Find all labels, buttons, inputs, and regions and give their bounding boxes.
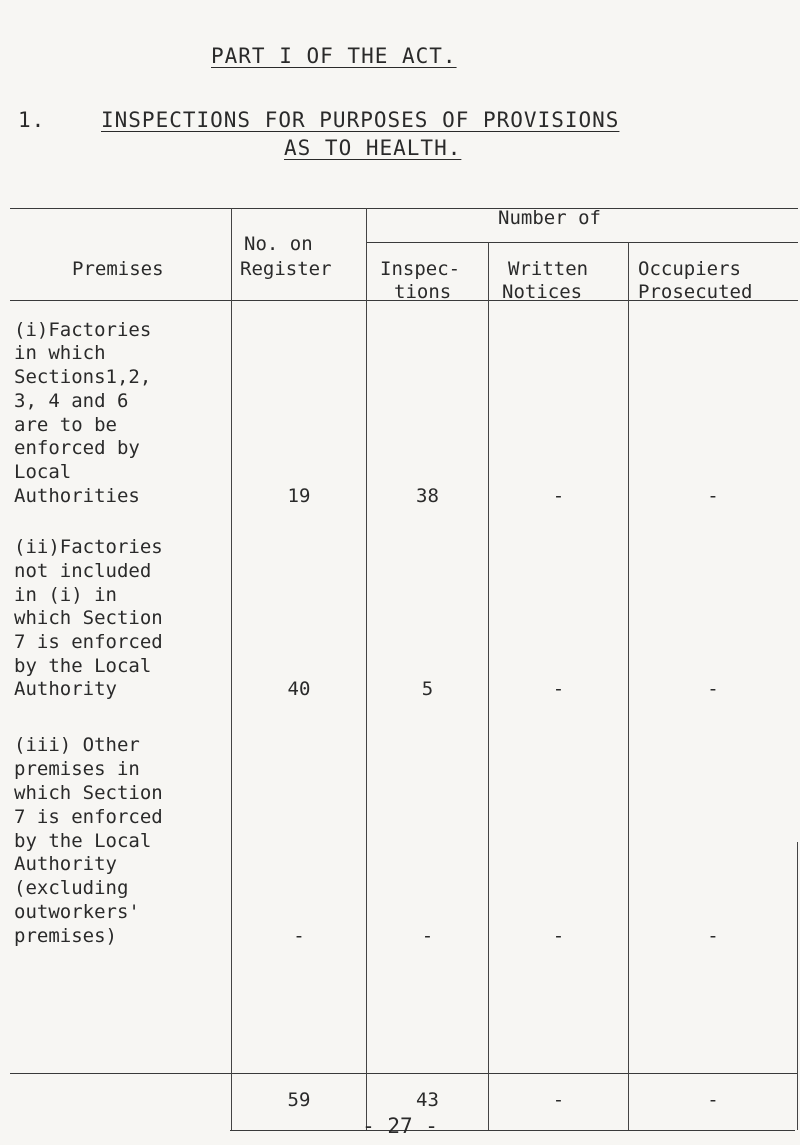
row1-premises-l2: in which	[14, 342, 106, 364]
row2-premises-l4: which Section	[14, 607, 163, 629]
col-divider-5	[797, 842, 798, 1130]
part-title: PART I OF THE ACT.	[211, 44, 457, 68]
header-prosecuted-line1: Occupiers	[638, 258, 741, 280]
row3-premises-l1: (iii) Other	[14, 734, 140, 756]
row2-notices: -	[552, 678, 565, 700]
row2-premises-l1: (ii)Factories	[14, 536, 163, 558]
row3-premises-l6: Authority	[14, 853, 117, 875]
page-number: - 27 -	[362, 1114, 438, 1138]
header-number-of: Number of	[498, 207, 601, 229]
header-register-line1: No. on	[244, 233, 313, 255]
header-prosecuted-line2: Prosecuted	[638, 281, 753, 303]
total-prosecuted: -	[707, 1089, 719, 1111]
row1-notices: -	[552, 485, 565, 507]
row1-premises-l7: Local	[14, 461, 72, 483]
row3-register: -	[293, 925, 305, 947]
row3-inspections: -	[421, 925, 434, 947]
row3-premises-l3: which Section	[14, 782, 163, 804]
row1-register: 19	[287, 485, 311, 507]
body-bottom-rule	[10, 1073, 798, 1074]
row2-premises-l2: not included	[14, 560, 152, 582]
totals-bottom-rule	[230, 1130, 795, 1131]
row1-premises-l3: Sections1,2,	[14, 366, 152, 388]
total-inspections: 43	[416, 1089, 439, 1111]
row2-premises-l5: 7 is enforced	[14, 631, 163, 653]
row3-prosecuted: -	[707, 925, 719, 947]
row3-premises-l7: (excluding	[14, 877, 129, 899]
row3-premises-l2: premises in	[14, 758, 140, 780]
row3-premises-l8: outworkers'	[14, 901, 140, 923]
row1-premises-l5: are to be	[14, 414, 117, 436]
row3-premises-l5: by the Local	[14, 830, 152, 852]
table-top-rule	[10, 208, 798, 209]
row2-premises-l7: Authority	[14, 678, 117, 700]
row1-premises-l1: (i)Factories	[14, 319, 152, 341]
row2-premises-l6: by the Local	[14, 655, 152, 677]
header-inspections-line2: tions	[394, 281, 452, 303]
header-inspections-line1: Inspec-	[380, 258, 461, 280]
header-split-rule	[366, 242, 798, 243]
header-register-line2: Register	[240, 258, 332, 280]
row1-prosecuted: -	[707, 485, 719, 507]
total-notices: -	[552, 1089, 565, 1111]
row2-premises-l3: in (i) in	[14, 584, 117, 606]
row1-premises-l4: 3, 4 and 6	[14, 390, 129, 412]
col-divider-2	[366, 208, 367, 1130]
row2-inspections: 5	[421, 678, 434, 700]
row3-premises-l4: 7 is enforced	[14, 806, 163, 828]
row2-register: 40	[287, 678, 311, 700]
section-heading-line1: INSPECTIONS FOR PURPOSES OF PROVISIONS	[101, 108, 620, 132]
header-notices-line2: Notices	[502, 281, 583, 303]
section-number: 1.	[18, 108, 46, 132]
header-notices-line1: Written	[508, 258, 589, 280]
header-premises: Premises	[72, 258, 164, 280]
row2-prosecuted: -	[707, 678, 719, 700]
row1-inspections: 38	[416, 485, 439, 507]
row1-premises-l8: Authorities	[14, 485, 140, 507]
row1-premises-l6: enforced by	[14, 437, 140, 459]
col-divider-1	[231, 208, 232, 1130]
row3-premises-l9: premises)	[14, 925, 117, 947]
total-register: 59	[287, 1089, 311, 1111]
row3-notices: -	[552, 925, 565, 947]
section-heading-line2: AS TO HEALTH.	[284, 136, 462, 160]
